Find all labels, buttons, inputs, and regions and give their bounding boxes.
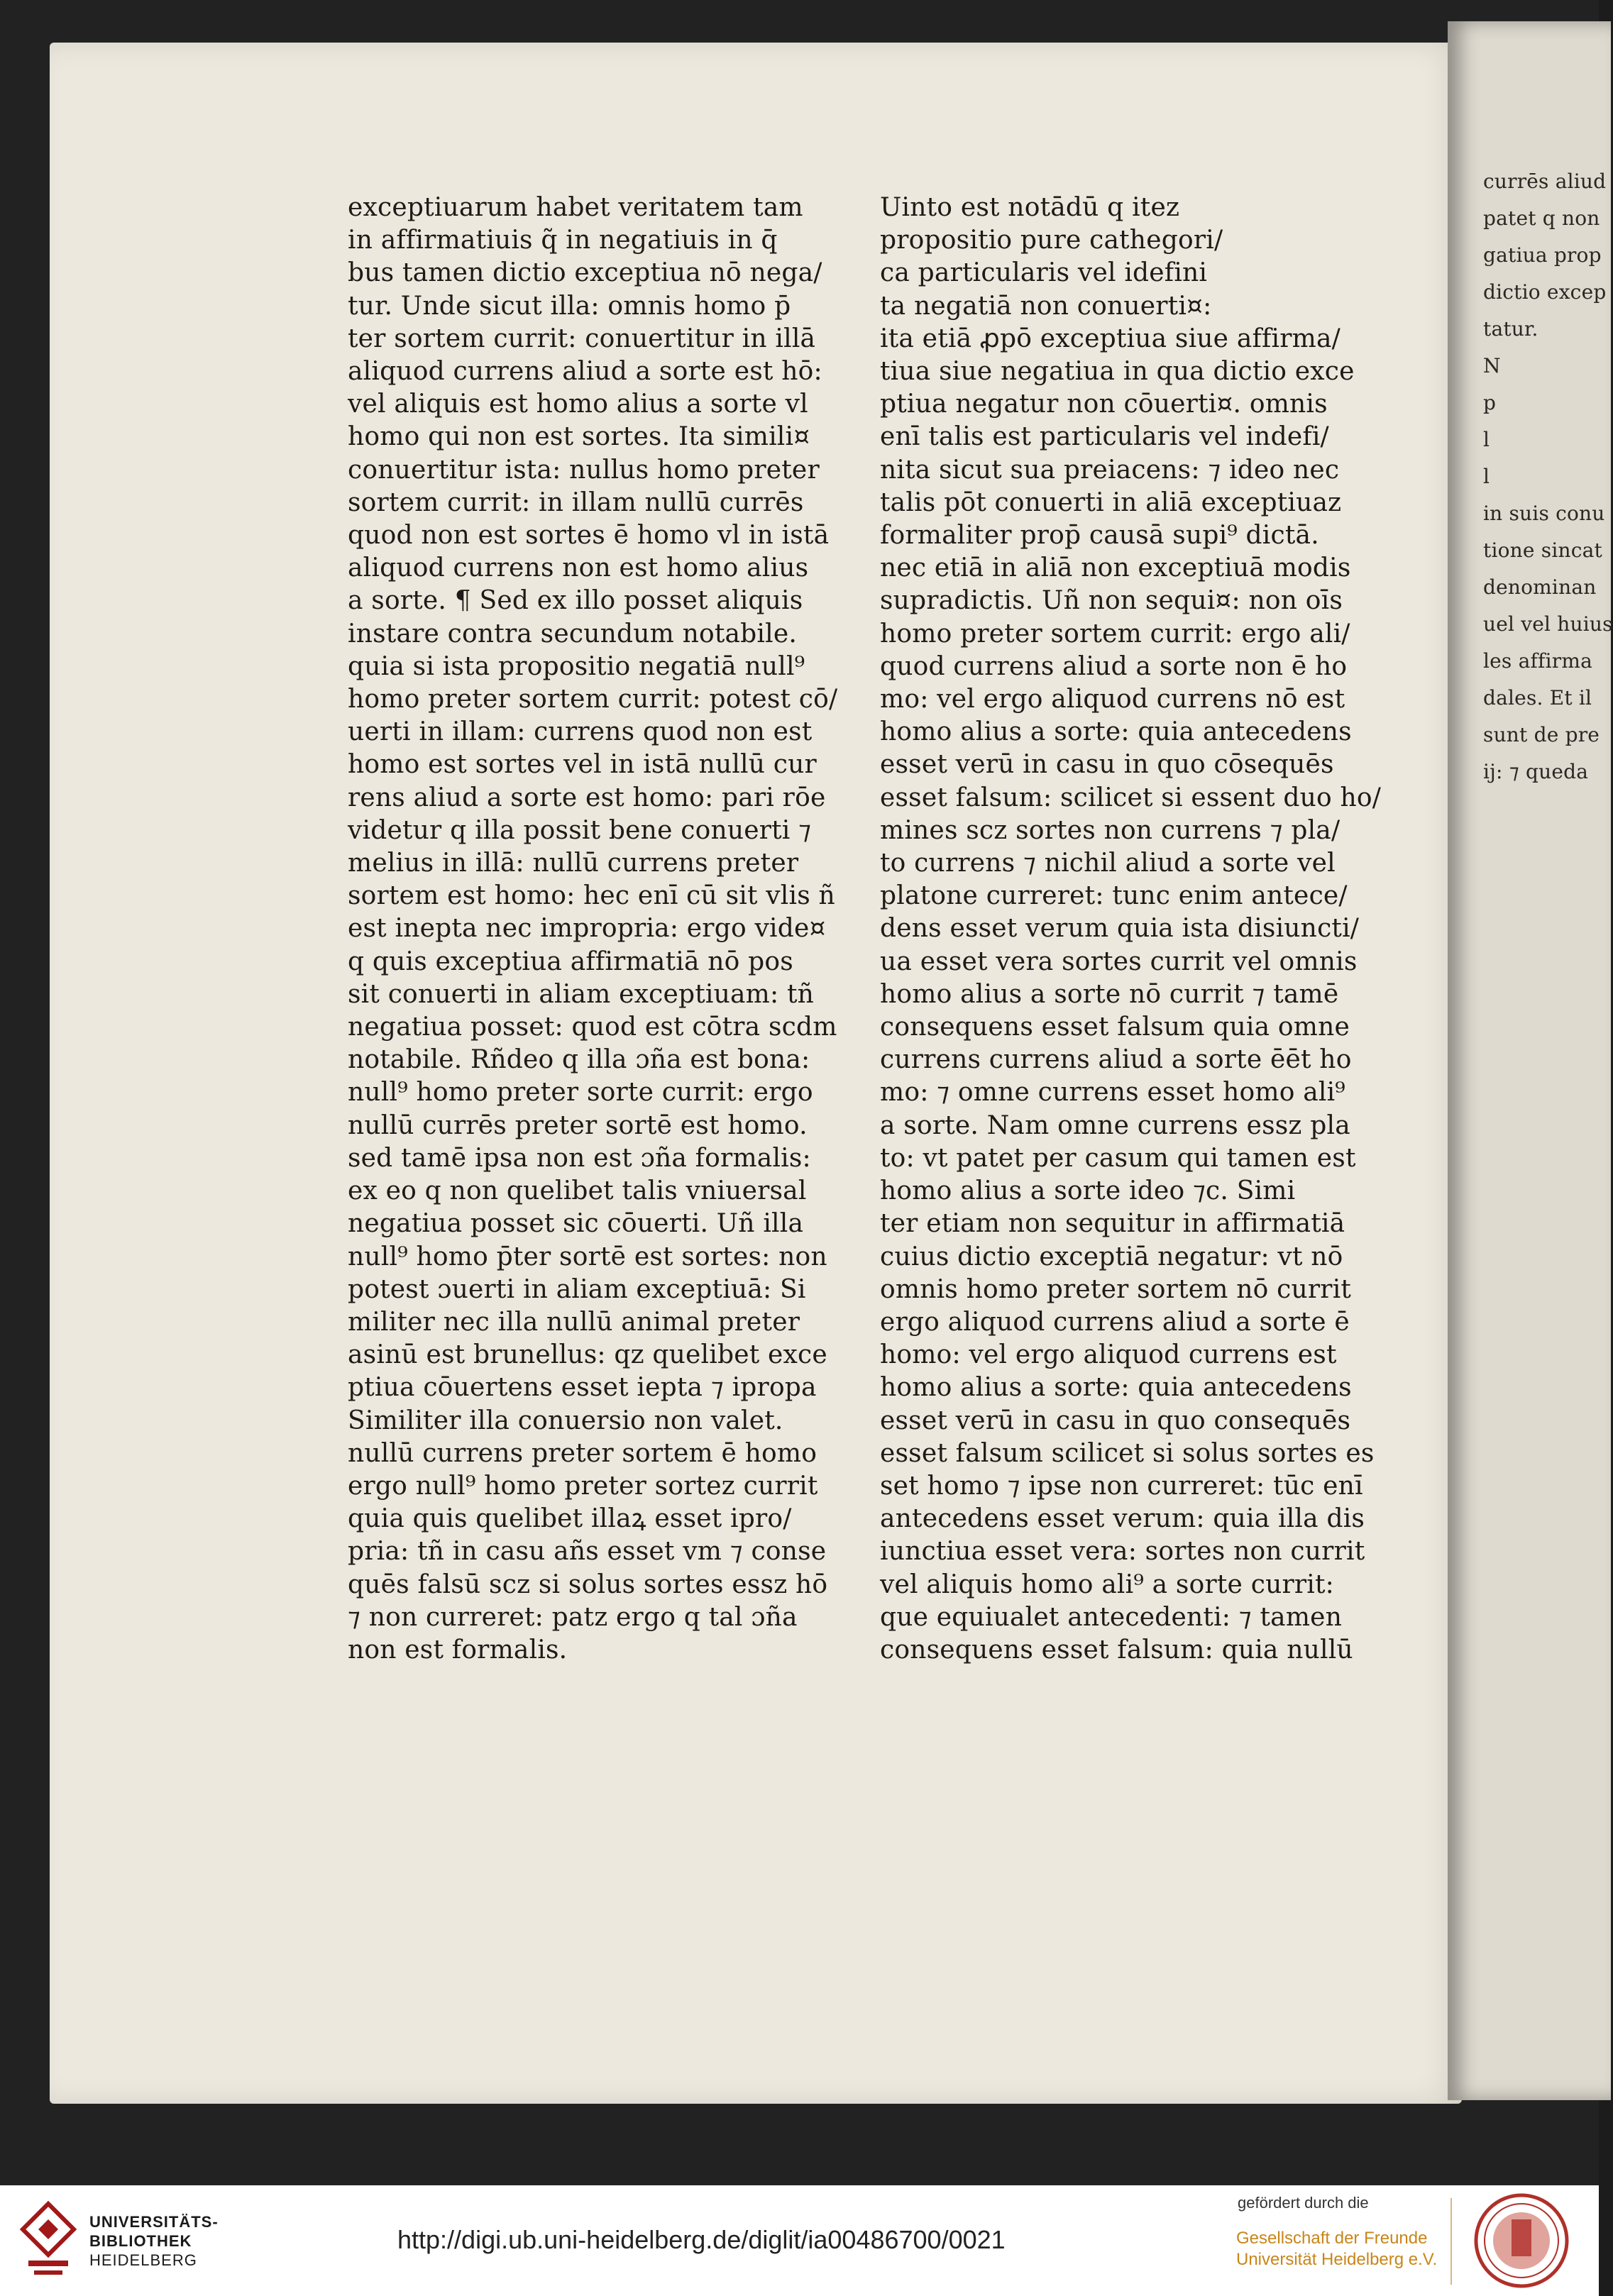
text-line: q quis exceptiua affirmatiā nō pos: [348, 946, 793, 976]
sponsor-line-1: Gesellschaft der Freunde: [1236, 2229, 1428, 2248]
text-line: dales. Et il: [1483, 686, 1592, 710]
text-line: quod currens aliud a sorte non ē ho: [880, 651, 1348, 681]
text-line: ter etiam non sequitur in affirmatiā: [880, 1209, 1345, 1239]
text-line: currens currens aliud a sorte ēēt ho: [880, 1045, 1352, 1075]
text-line: vel aliquis est homo alius a sorte vl: [348, 390, 808, 419]
text-line: melius in illā: nullū currens preter: [348, 849, 799, 878]
text-line: talis pōt conuerti in aliā exceptiuaz: [880, 487, 1342, 517]
text-line: notabile. Rñdeo q illa ɔña est bona:: [348, 1045, 810, 1075]
text-line: mines scz sortes non currens ⁊ pla/: [880, 815, 1341, 845]
text-line: quia si ista propositio negatiā null⁹: [348, 651, 805, 681]
text-line: l: [1483, 428, 1490, 451]
institution-line-2: BIBLIOTHEK: [89, 2232, 192, 2250]
sponsor-name: [1236, 2228, 1437, 2270]
text-line: ta negatiā non conuerti¤:: [880, 291, 1212, 321]
text-line: to currens ⁊ nichil aliud a sorte vel: [880, 849, 1336, 878]
text-line: ex eo q non quelibet talis vniuersal: [348, 1176, 807, 1206]
text-line: quia quis quelibet illaꝝ esset ipro/: [348, 1504, 792, 1534]
text-line: to: vt patet per casum qui tamen est: [880, 1143, 1356, 1173]
text-line: sortem est homo: hec enī cū sit vlis ñ: [348, 881, 835, 911]
text-line: propositio pure cathegori/: [880, 226, 1223, 255]
sponsor-label: gefördert durch die: [1238, 2194, 1369, 2212]
text-line: a sorte. Nam omne currens essz pla: [880, 1110, 1350, 1140]
text-line: homo alius a sorte: quia antecedens: [880, 1373, 1352, 1403]
text-line: Similiter illa conuersio non valet.: [348, 1406, 783, 1435]
text-line: mo: vel ergo aliquod currens nō est: [880, 685, 1345, 714]
footer-divider: [1450, 2198, 1452, 2285]
text-line: ergo aliquod currens aliud a sorte ē: [880, 1307, 1350, 1337]
text-line: ter sortem currit: conuertitur in illā: [348, 324, 816, 353]
text-line: in affirmatiuis q̃ in negatiuis in q̄: [348, 226, 778, 255]
text-line: platone curreret: tunc enim antece/: [880, 881, 1348, 911]
institution-name: [89, 2212, 219, 2270]
text-line: homo: vel ergo aliquod currens est: [880, 1340, 1337, 1370]
text-line: nita sicut sua preiacens: ⁊ ideo nec: [880, 455, 1340, 485]
text-line: exceptiuarum habet veritatem tam: [348, 193, 803, 222]
text-line: mo: ⁊ omne currens esset homo ali⁹: [880, 1078, 1345, 1108]
text-line: homo qui non est sortes. Ita simili¤: [348, 422, 810, 452]
text-line: homo alius a sorte nō currit ⁊ tamē: [880, 979, 1339, 1009]
text-line: ptiua negatur non cōuerti¤. omnis: [880, 390, 1328, 419]
text-line: consequens esset falsum quia omne: [880, 1012, 1350, 1042]
text-line: negatiua posset sic cōuerti. Uñ illa: [348, 1209, 804, 1239]
sponsor-line-2: Universität Heidelberg e.V.: [1236, 2250, 1438, 2269]
text-line: patet q non: [1483, 206, 1600, 230]
institution-line-3: HEIDELBERG: [89, 2251, 197, 2269]
text-line: ergo null⁹ homo preter sortez currit: [348, 1471, 818, 1501]
text-line: null⁹ homo preter sorte currit: ergo: [348, 1078, 813, 1108]
text-line: rens aliud a sorte est homo: pari rōe: [348, 783, 826, 812]
text-line: enī talis est particularis vel indefi/: [880, 422, 1329, 452]
text-line: sunt de pre: [1483, 723, 1600, 746]
text-line: l: [1483, 465, 1490, 488]
text-line: ij: ⁊ queda: [1483, 760, 1589, 783]
text-line: sortem currit: in illam nullū currēs: [348, 487, 804, 517]
text-line: ua esset vera sortes currit vel omnis: [880, 946, 1358, 976]
text-line: denominan: [1483, 575, 1597, 599]
text-line: tiua siue negatiua in qua dictio exce: [880, 357, 1355, 387]
text-line: esset falsum: scilicet si essent duo ho/: [880, 783, 1382, 812]
text-line: cuius dictio exceptiā negatur: vt nō: [880, 1242, 1343, 1271]
text-line: sit conuerti in aliam exceptiuam: tñ: [348, 979, 815, 1009]
institution-line-1: UNIVERSITÄTS-: [89, 2213, 219, 2231]
text-line: consequens esset falsum: quia nullū: [880, 1635, 1353, 1665]
library-logo-icon: [20, 2201, 77, 2279]
text-line: nullū currens preter sortem ē homo: [348, 1438, 817, 1468]
text-line: sed tamē ipsa non est ɔña formalis:: [348, 1143, 811, 1173]
text-line: ⁊ non curreret: patz ergo q tal ɔña: [348, 1602, 798, 1632]
text-line: que equiualet antecedenti: ⁊ tamen: [880, 1602, 1343, 1632]
text-line: ita etiā ꝓpō exceptiua siue affirma/: [880, 324, 1341, 353]
text-line: esset verū in casu in quo cōsequēs: [880, 750, 1334, 780]
text-line: formaliter prop̄ causā supi⁹ dictā.: [880, 521, 1319, 551]
text-line: dictio excep: [1483, 280, 1607, 304]
text-line: conuertitur ista: nullus homo preter: [348, 455, 820, 485]
text-line: gatiua prop: [1483, 243, 1602, 267]
text-column-left: [348, 192, 880, 1667]
text-line: quēs falsū scz si solus sortes essz hō: [348, 1569, 828, 1599]
text-line: aliquod currens non est homo alius: [348, 553, 809, 583]
text-line: set homo ⁊ ipse non curreret: tūc enī: [880, 1471, 1363, 1501]
text-line: negatiua posset: quod est cōtra scdm: [348, 1012, 837, 1042]
text-line: Uinto est notādū q itez: [880, 193, 1180, 222]
text-line: esset verū in casu in quo consequēs: [880, 1406, 1351, 1435]
text-line: p: [1483, 391, 1497, 414]
text-line: N: [1483, 354, 1501, 377]
text-line: instare contra secundum notabile.: [348, 619, 797, 648]
text-line: nullū currēs preter sortē est homo.: [348, 1110, 808, 1140]
text-line: null⁹ homo p̄ter sortē est sortes: non: [348, 1242, 827, 1271]
text-line: nec etiā in aliā non exceptiuā modis: [880, 553, 1351, 583]
university-seal-icon: [1472, 2191, 1571, 2290]
text-line: tur. Unde sicut illa: omnis homo p̄: [348, 291, 791, 321]
text-line: dens esset verum quia ista disiuncti/: [880, 914, 1360, 944]
text-column-next-page: [1483, 163, 1613, 790]
text-line: asinū est brunellus: qz quelibet exce: [348, 1340, 827, 1370]
text-column-right: [880, 192, 1382, 1667]
text-line: homo est sortes vel in istā nullū cur: [348, 750, 817, 780]
text-line: antecedens esset verum: quia illa dis: [880, 1504, 1365, 1534]
text-line: currēs aliud: [1483, 170, 1607, 193]
text-line: quod non est sortes ē homo vl in istā: [348, 521, 830, 551]
text-line: est inepta nec impropria: ergo vide¤: [348, 914, 826, 944]
text-line: tione sincat: [1483, 539, 1602, 562]
text-line: potest ɔuerti in aliam exceptiuā: Si: [348, 1274, 806, 1304]
text-line: militer nec illa nullū animal preter: [348, 1307, 800, 1337]
text-line: ca particularis vel idefini: [880, 258, 1208, 288]
text-line: pria: tñ in casu añs esset vm ⁊ conse: [348, 1537, 827, 1567]
text-line: a sorte. ¶ Sed ex illo posset aliquis: [348, 586, 803, 616]
text-line: bus tamen dictio exceptiua nō nega/: [348, 258, 822, 288]
text-line: non est formalis.: [348, 1635, 568, 1665]
text-line: homo alius a sorte: quia antecedens: [880, 717, 1352, 747]
text-line: aliquod currens aliud a sorte est hō:: [348, 357, 822, 387]
text-line: homo alius a sorte ideo ⁊c. Simi: [880, 1176, 1296, 1206]
text-line: in suis conu: [1483, 502, 1605, 525]
text-line: videtur q illa possit bene conuerti ⁊: [348, 815, 812, 845]
text-line: iunctiua esset vera: sortes non currit: [880, 1537, 1365, 1567]
text-line: esset falsum scilicet si solus sortes es: [880, 1438, 1375, 1468]
text-line: homo preter sortem currit: ergo ali/: [880, 619, 1350, 648]
text-line: supradictis. Uñ non sequi¤: non oīs: [880, 586, 1343, 616]
text-line: ptiua cōuertens esset iepta ⁊ ipropa: [348, 1373, 817, 1403]
text-line: les affirma: [1483, 649, 1592, 673]
text-line: tatur.: [1483, 317, 1538, 341]
footer-bar: [0, 2185, 1599, 2296]
text-line: omnis homo preter sortem nō currit: [880, 1274, 1352, 1304]
permalink-url[interactable]: http://digi.ub.uni-heidelberg.de/diglit/ia00486700/0021: [397, 2225, 1006, 2254]
text-line: vel aliquis homo ali⁹ a sorte currit:: [880, 1569, 1334, 1599]
text-line: homo preter sortem currit: potest cō/: [348, 685, 838, 714]
text-line: uel vel huius: [1483, 612, 1613, 636]
text-line: uerti in illam: currens quod non est: [348, 717, 813, 747]
